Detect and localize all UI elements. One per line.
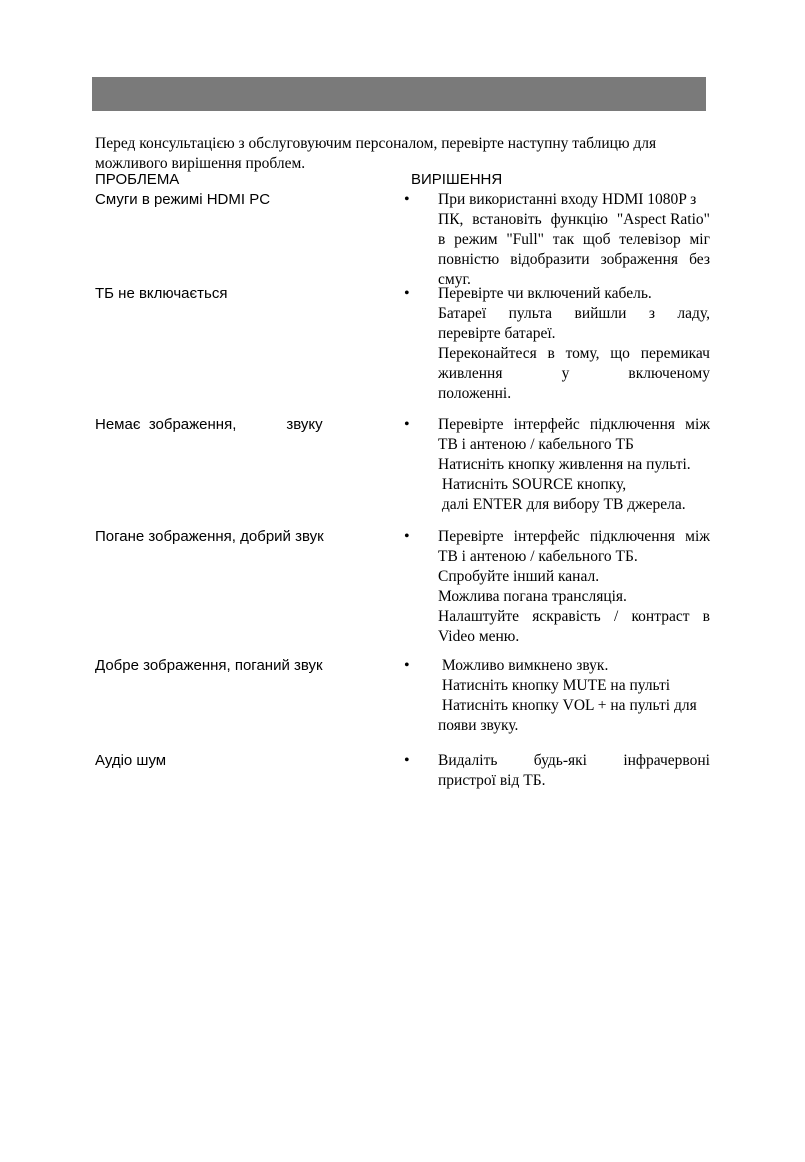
intro-line: Перед консультацією з обслуговуючим персоналом, перевірте наступну таблицю для [95,135,657,152]
solution-word: що [610,345,630,362]
bullet-icon: • [404,416,410,433]
section-header-bar [92,77,706,111]
solution-word: включеному [628,365,710,382]
solution-line: Можливо вимкнено звук. [438,657,609,674]
bullet-icon: • [404,528,410,545]
solution-word: інфрачервоні [623,752,710,769]
problem-cell: Погане зображення, добрий звук [95,528,324,545]
solution-line: перевірте батареї. [438,325,556,342]
solution-word: "Full" [506,231,544,248]
solution-word: повністю [438,251,500,268]
solution-word: підключення [589,416,676,433]
solution-line: Video меню. [438,628,520,645]
intro-paragraph [95,134,710,174]
solution-line [438,415,710,435]
bullet-icon: • [404,285,410,302]
column-header-solution: ВИРІШЕННЯ [411,171,503,188]
problem-cell: Смуги в режимі HDMI PC [95,191,271,208]
solution-word: Видаліть [438,752,498,769]
solution-word: телевізор [619,231,681,248]
solution-line: далі ENTER для вибору ТВ джерела. [438,496,686,513]
solution-word: з [648,305,655,322]
problem-cell: Добре зображення, поганий звук [95,657,323,674]
problem-cell: Немає зображення, звуку [95,416,323,433]
intro-line: можливого вирішення проблем. [95,155,306,172]
solution-word: пульта [508,305,553,322]
solution-line: пристрої від ТБ. [438,772,546,789]
solution-word: тому, [565,345,600,362]
solution-word: вийшли [574,305,627,322]
solution-line [438,344,710,364]
solution-word: яскравість [532,608,601,625]
solution-word: міг [689,231,710,248]
solution-word: Перевірте [438,528,504,545]
solution-cell [438,415,710,515]
solution-word: режим [454,231,498,248]
solution-line: смуг. [438,271,471,288]
problem-cell: ТБ не включається [95,285,228,302]
problem-cell: Аудіо шум [95,752,167,769]
solution-word: без [689,251,710,268]
solution-word: встановіть [472,211,542,228]
solution-word: в [438,231,446,248]
solution-word: перемикач [640,345,710,362]
solution-line: Натисніть кнопку MUTE на пульті [438,677,671,694]
solution-cell [438,751,710,791]
solution-line [438,607,710,627]
solution-line: Натисніть кнопку живлення на пульті. [438,456,691,473]
solution-word: Перевірте [438,416,504,433]
solution-word: інтерфейс [513,416,580,433]
solution-word: Батареї [438,305,487,322]
solution-line [438,751,710,771]
solution-word: живлення [438,365,503,382]
solution-line: Спробуйте інший канал. [438,568,600,585]
solution-line: Натисніть кнопку VOL + на пульті для [438,697,697,714]
bullet-icon: • [404,752,410,769]
bullet-icon: • [404,657,410,674]
solution-line: ТВ і антеною / кабельного ТБ [438,436,634,453]
solution-word: / [613,608,619,625]
solution-line [438,250,710,270]
solution-line [438,527,710,547]
solution-line [438,210,710,230]
solution-line: положенні. [438,385,512,402]
solution-line: Можлива погана трансляція. [438,588,627,605]
solution-word: відобразити [510,251,590,268]
solution-word: між [685,528,710,545]
solution-word: функцію [550,211,608,228]
solution-line: появи звуку. [438,717,519,734]
solution-line [438,230,710,250]
solution-word: зображення [600,251,679,268]
solution-word: між [685,416,710,433]
solution-word: у [561,365,570,382]
solution-line [438,304,710,324]
solution-word: щоб [582,231,611,248]
bullet-icon: • [404,191,410,208]
solution-word: ладу, [677,305,710,322]
solution-line: Натисніть SOURCE кнопку, [438,476,627,493]
solution-word: інтерфейс [513,528,580,545]
solution-cell [438,656,710,736]
solution-line: ТВ і антеною / кабельного ТБ. [438,548,638,565]
solution-word: в [702,608,710,625]
solution-line: При використанні входу HDMI 1080P з [438,191,697,208]
solution-word: будь-які [533,752,587,769]
solution-line: Перевірте чи включений кабель. [438,285,652,302]
column-header-problem: ПРОБЛЕМА [95,171,180,188]
solution-word: підключення [589,528,676,545]
solution-word: в [547,345,555,362]
solution-cell [438,190,710,290]
solution-word: Переконайтеся [438,345,537,362]
solution-cell [438,527,710,647]
solution-word: Налаштуйте [438,608,520,625]
solution-cell [438,284,710,404]
solution-line [438,364,710,384]
solution-word: так [552,231,575,248]
solution-word: контраст [631,608,690,625]
solution-word: ПК, [438,211,464,228]
solution-word: "Aspect Ratio" [616,211,710,228]
